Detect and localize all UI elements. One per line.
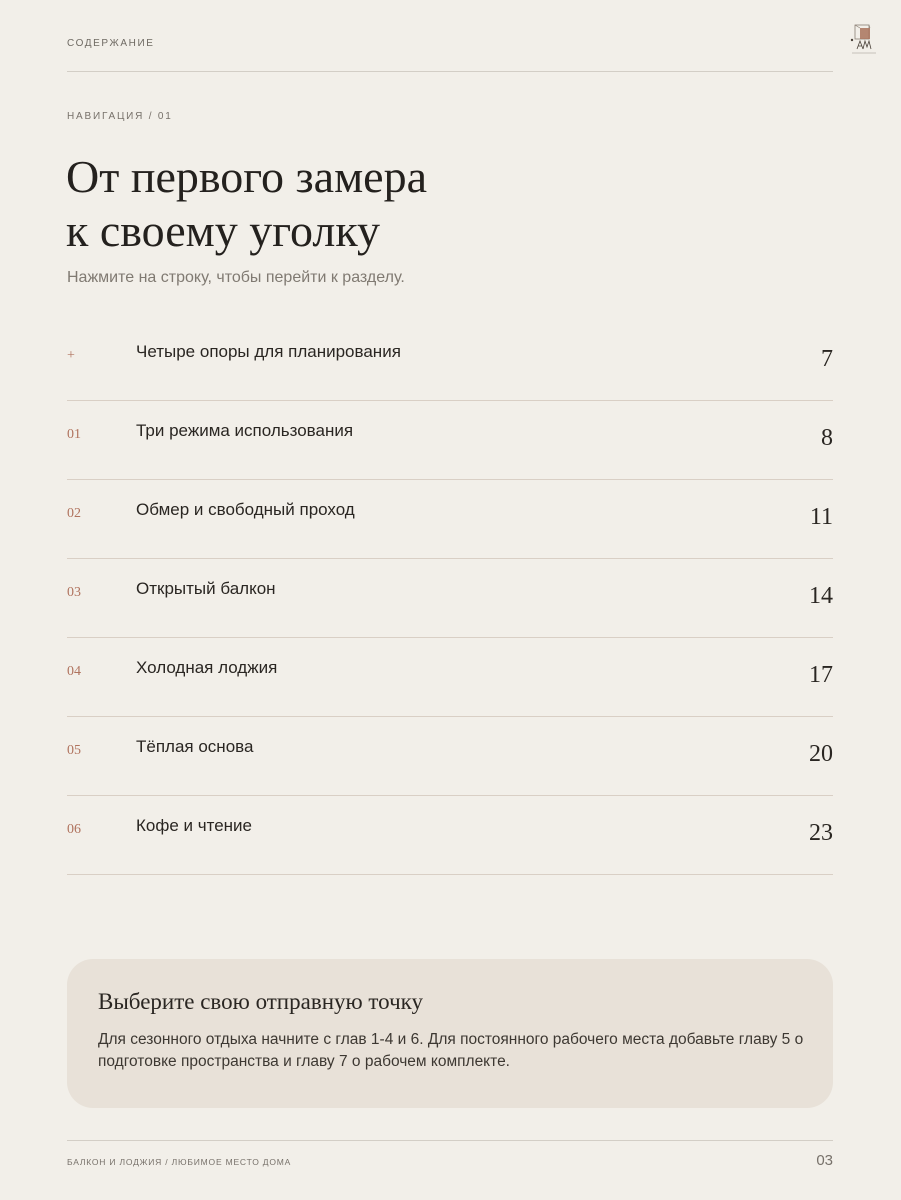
toc-page-number: 11	[809, 504, 833, 530]
toc-page-number: 7	[821, 346, 833, 372]
page-title-line-1: От первого замера	[66, 151, 428, 202]
toc-row-open-balcony[interactable]	[67, 559, 833, 638]
toc-number: +	[67, 348, 75, 363]
section-label: СОДЕРЖАНИЕ	[67, 38, 155, 49]
eyebrow-label: НАВИГАЦИЯ / 01	[67, 111, 173, 122]
header-divider	[67, 71, 833, 72]
footer-publication-title: БАЛКОН И ЛОДЖИЯ / ЛЮБИМОЕ МЕСТО ДОМА	[67, 1157, 292, 1167]
starting-point-callout	[67, 959, 833, 1108]
table-of-contents	[67, 322, 833, 875]
toc-label: Холодная лоджия	[136, 658, 278, 677]
toc-number: 02	[67, 506, 81, 521]
toc-page-number: 17	[809, 662, 833, 688]
toc-number: 01	[67, 427, 81, 442]
footer-page-number: 03	[816, 1152, 833, 1169]
toc-label: Открытый балкон	[136, 579, 276, 598]
toc-row-usage-modes[interactable]	[67, 401, 833, 480]
page-title	[66, 150, 666, 258]
toc-row-cold-loggia[interactable]	[67, 638, 833, 717]
toc-page-number: 20	[809, 741, 833, 767]
callout-title: Выберите свою отправную точку	[98, 989, 423, 1014]
toc-number: 05	[67, 743, 81, 758]
toc-label: Три режима использования	[136, 421, 354, 440]
page-subtitle: Нажмите на строку, чтобы перейти к разделу.	[67, 269, 405, 286]
toc-number: 03	[67, 585, 81, 600]
toc-page-number: 14	[809, 583, 833, 609]
toc-label: Тёплая основа	[136, 737, 254, 756]
toc-row-measurement[interactable]	[67, 480, 833, 559]
toc-label: Четыре опоры для планирования	[136, 342, 401, 361]
toc-row-warm-base[interactable]	[67, 717, 833, 796]
toc-label: Кофе и чтение	[136, 816, 252, 835]
toc-number: 04	[67, 664, 81, 679]
page-title-line-2: к своему уголку	[66, 205, 381, 256]
footer-divider	[67, 1140, 833, 1141]
toc-row-planning[interactable]	[67, 322, 833, 401]
toc-page-number: 23	[809, 820, 833, 846]
toc-label: Обмер и свободный проход	[136, 500, 355, 519]
toc-number: 06	[67, 822, 81, 837]
callout-text: Для сезонного отдыха начните с глав 1-4 и 6. Для постоянного рабочего места добавьте главу 5 о подготовке пространства и главу 7 о рабочем комплекте.	[98, 1031, 804, 1070]
brand-monogram-icon	[846, 22, 880, 56]
toc-row-coffee-reading[interactable]	[67, 796, 833, 875]
toc-page-number: 8	[821, 425, 833, 451]
